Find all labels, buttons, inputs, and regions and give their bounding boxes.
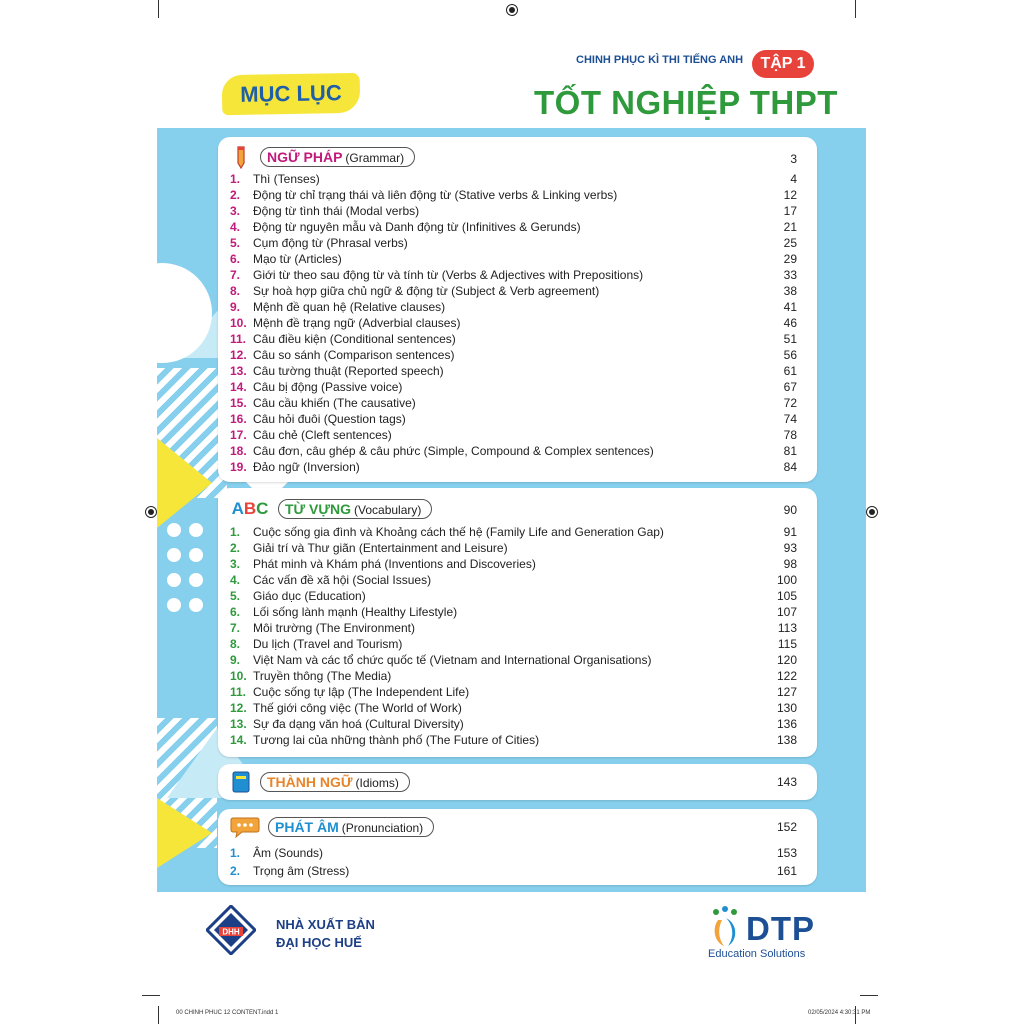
section-page-number: 143 <box>776 775 797 789</box>
entry-number: 5. <box>230 236 241 250</box>
section-header[interactable] <box>230 770 410 794</box>
section-title-pill <box>260 147 415 167</box>
pronunciation-section-card <box>218 809 817 885</box>
entry-title: Mệnh đề trạng ngữ (Adverbial clauses) <box>253 316 461 330</box>
print-slug-file: 00 CHINH PHUC 12 CONTENT.indd 1 <box>176 1010 279 1016</box>
section-header[interactable] <box>230 815 434 839</box>
entry-number: 7. <box>230 621 241 635</box>
entry-title: Lối sống lành mạnh (Healthy Lifestyle) <box>253 605 458 619</box>
entry-number: 2. <box>230 188 241 202</box>
toc-entry[interactable] <box>230 732 797 748</box>
entry-page-number: 122 <box>776 669 797 683</box>
dtp-logo-mark <box>708 906 744 954</box>
toc-entry[interactable] <box>230 588 797 604</box>
section-page-number: 90 <box>783 503 797 517</box>
entry-title: Giải trí và Thư giãn (Entertainment and Leisure) <box>253 541 508 555</box>
entry-title: Âm (Sounds) <box>253 846 324 860</box>
entry-page-number: 41 <box>783 300 797 314</box>
entry-number: 18. <box>230 444 247 458</box>
entry-title: Sự hoà hợp giữa chủ ngữ & động từ (Subject & Verb agreement) <box>253 284 600 298</box>
entry-page-number: 56 <box>783 348 797 362</box>
entry-number: 8. <box>230 284 241 298</box>
toc-entry[interactable] <box>230 572 797 588</box>
toc-entry[interactable] <box>230 379 797 395</box>
entry-page-number: 100 <box>776 573 797 587</box>
entry-title: Trọng âm (Stress) <box>253 864 350 878</box>
entry-page-number: 67 <box>783 380 797 394</box>
entry-page-number: 136 <box>776 717 797 731</box>
entry-page-number: 127 <box>776 685 797 699</box>
entry-page-number: 84 <box>783 460 797 474</box>
entry-title: Câu điều kiện (Conditional sentences) <box>253 332 456 346</box>
decor-dot <box>167 598 181 612</box>
entry-page-number: 72 <box>783 396 797 410</box>
entry-page-number: 115 <box>777 637 797 651</box>
entry-number: 5. <box>230 589 241 603</box>
publisher-line-2: ĐẠI HỌC HUẾ <box>276 935 362 950</box>
entry-page-number: 12 <box>783 188 797 202</box>
entry-page-number: 46 <box>783 316 797 330</box>
entry-title: Du lịch (Travel and Tourism) <box>253 637 403 651</box>
entry-number: 2. <box>230 541 241 555</box>
brand-name: DTP <box>746 910 815 947</box>
entry-number: 12. <box>230 348 247 362</box>
entry-title: Động từ tình thái (Modal verbs) <box>253 204 420 218</box>
entry-number: 11. <box>230 332 247 346</box>
section-header[interactable] <box>230 497 432 521</box>
book-icon <box>230 770 252 794</box>
registration-mark-icon <box>145 506 157 518</box>
crop-mark <box>158 1006 159 1024</box>
entry-page-number: 17 <box>783 204 797 218</box>
entry-number: 12. <box>230 701 247 715</box>
toc-entry[interactable] <box>230 443 797 459</box>
decor-triangle <box>157 438 212 528</box>
entry-title: Câu hỏi đuôi (Question tags) <box>253 412 406 426</box>
entry-page-number: 33 <box>783 268 797 282</box>
toc-entry[interactable] <box>230 540 797 556</box>
crop-mark <box>158 0 159 18</box>
crop-mark <box>142 995 160 996</box>
entry-title: Việt Nam và các tổ chức quốc tế (Vietnam and International Organisations) <box>253 653 652 667</box>
entry-number: 1. <box>230 846 241 860</box>
decor-triangle <box>157 798 212 868</box>
entry-title: Các vấn đề xã hội (Social Issues) <box>253 573 432 587</box>
toc-entry[interactable] <box>230 203 797 219</box>
toc-entry[interactable] <box>230 459 797 475</box>
pencil-icon <box>230 145 252 169</box>
entry-page-number: 138 <box>776 733 797 747</box>
entry-number: 8. <box>230 637 241 651</box>
section-title: NGỮ PHÁP <box>267 149 343 165</box>
section-title-pill <box>278 499 432 519</box>
entry-number: 2. <box>230 864 241 878</box>
entry-page-number: 78 <box>783 428 797 442</box>
entry-page-number: 161 <box>776 864 797 878</box>
toc-entry[interactable] <box>230 283 797 299</box>
entry-number: 14. <box>230 733 247 747</box>
entry-title: Cuộc sống gia đình và Khoảng cách thế hệ (Family Life and Generation Gap) <box>253 525 664 539</box>
entry-number: 13. <box>230 717 247 731</box>
entry-page-number: 91 <box>783 525 797 539</box>
toc-entry[interactable] <box>230 863 797 879</box>
entry-page-number: 105 <box>776 589 797 603</box>
entry-number: 19. <box>230 460 247 474</box>
print-slug-date: 02/05/2024 4:30:31 PM <box>808 1010 871 1016</box>
entry-title: Đảo ngữ (Inversion) <box>253 460 360 474</box>
entry-page-number: 93 <box>783 541 797 555</box>
entry-page-number: 21 <box>783 220 797 234</box>
toc-entry[interactable] <box>230 331 797 347</box>
section-title: TỪ VỰNG <box>285 501 352 517</box>
toc-entry[interactable] <box>230 845 797 861</box>
decor-dot <box>167 548 181 562</box>
registration-mark-icon <box>506 4 518 16</box>
entry-title: Câu bị động (Passive voice) <box>253 380 403 394</box>
entry-title: Sự đa dạng văn hoá (Cultural Diversity) <box>253 717 464 731</box>
entry-page-number: 38 <box>783 284 797 298</box>
entry-number: 3. <box>230 204 241 218</box>
entry-number: 7. <box>230 268 241 282</box>
decor-dot <box>189 548 203 562</box>
entry-number: 15. <box>230 396 247 410</box>
series-title: CHINH PHỤC KÌ THI TIẾNG ANH <box>576 54 744 66</box>
entry-number: 1. <box>230 525 241 539</box>
toc-entry[interactable] <box>230 411 797 427</box>
entry-title: Giáo dục (Education) <box>253 589 366 603</box>
section-page-number: 3 <box>790 152 797 166</box>
toc-entry[interactable] <box>230 171 797 187</box>
toc-entry[interactable] <box>230 363 797 379</box>
entry-title: Giới từ theo sau động từ và tính từ (Verbs & Adjectives with Prepositions) <box>253 268 644 282</box>
toc-entry[interactable] <box>230 347 797 363</box>
entry-page-number: 98 <box>783 557 797 571</box>
entry-title: Câu tường thuật (Reported speech) <box>253 364 444 378</box>
decor-dot <box>189 598 203 612</box>
toc-entry[interactable] <box>230 684 797 700</box>
toc-entry[interactable] <box>230 395 797 411</box>
entry-page-number: 107 <box>776 605 797 619</box>
entry-number: 17. <box>230 428 247 442</box>
decor-dot <box>189 573 203 587</box>
entry-number: 14. <box>230 380 247 394</box>
entry-number: 4. <box>230 220 241 234</box>
entry-number: 9. <box>230 653 241 667</box>
section-subtitle: (Vocabulary) <box>354 503 422 517</box>
toc-entry[interactable] <box>230 427 797 443</box>
registration-mark-icon <box>866 506 878 518</box>
entry-page-number: 29 <box>783 252 797 266</box>
entry-title: Mệnh đề quan hệ (Relative clauses) <box>253 300 446 314</box>
entry-title: Tương lai của những thành phố (The Future of Cities) <box>253 733 540 747</box>
entry-number: 10. <box>230 316 247 330</box>
toc-entry[interactable] <box>230 636 797 652</box>
entry-number: 13. <box>230 364 247 378</box>
brand-subtitle: Education Solutions <box>708 948 806 960</box>
toc-entry[interactable] <box>230 700 797 716</box>
entry-title: Thì (Tenses) <box>253 172 320 186</box>
entry-title: Mạo từ (Articles) <box>253 252 342 266</box>
page-title: TỐT NGHIỆP THPT <box>534 84 838 121</box>
toc-entry[interactable] <box>230 187 797 203</box>
entry-number: 9. <box>230 300 241 314</box>
entry-page-number: 4 <box>790 172 797 186</box>
section-title-pill <box>260 772 410 792</box>
crop-mark <box>855 0 856 18</box>
toc-entry[interactable] <box>230 620 797 636</box>
entry-page-number: 61 <box>783 364 797 378</box>
entry-number: 16. <box>230 412 247 426</box>
entry-number: 3. <box>230 557 241 571</box>
entry-page-number: 25 <box>783 236 797 250</box>
toc-entry[interactable] <box>230 235 797 251</box>
entry-number: 6. <box>230 252 241 266</box>
toc-entry[interactable] <box>230 668 797 684</box>
entry-page-number: 113 <box>777 621 797 635</box>
entry-title: Cụm động từ (Phrasal verbs) <box>253 236 408 250</box>
entry-title: Câu cầu khiến (The causative) <box>253 396 416 410</box>
toc-label: MỤC LỤC <box>222 73 361 115</box>
volume-badge: TẬP 1 <box>752 50 814 78</box>
toc-entry[interactable] <box>230 716 797 732</box>
publisher-logo <box>206 905 256 955</box>
section-header[interactable] <box>230 145 415 169</box>
section-subtitle: (Idioms) <box>355 776 399 790</box>
entry-title: Động từ nguyên mẫu và Danh động từ (Infinitives & Gerunds) <box>253 220 581 234</box>
entry-title: Câu chẻ (Cleft sentences) <box>253 428 392 442</box>
entry-number: 10. <box>230 669 247 683</box>
crop-mark <box>860 995 878 996</box>
entry-title: Môi trường (The Environment) <box>253 621 415 635</box>
toc-entry[interactable] <box>230 251 797 267</box>
toc-entry[interactable] <box>230 219 797 235</box>
toc-entry[interactable] <box>230 524 797 540</box>
entry-title: Thế giới công việc (The World of Work) <box>253 701 462 715</box>
toc-entry[interactable] <box>230 267 797 283</box>
publisher-logo-text: DHH <box>222 927 240 937</box>
speech-bubble-icon <box>230 815 260 839</box>
publisher-line-1: NHÀ XUẤT BẢN <box>276 917 375 932</box>
entry-title: Câu so sánh (Comparison sentences) <box>253 348 455 362</box>
entry-title: Cuộc sống tự lập (The Independent Life) <box>253 685 470 699</box>
idioms-section-card <box>218 764 817 800</box>
entry-page-number: 130 <box>776 701 797 715</box>
decor-dot <box>167 573 181 587</box>
decor-dot <box>167 523 181 537</box>
toc-entry[interactable] <box>230 315 797 331</box>
entry-title: Câu đơn, câu ghép & câu phức (Simple, Compound & Complex sentences) <box>253 444 654 458</box>
entry-page-number: 51 <box>783 332 797 346</box>
entry-number: 6. <box>230 605 241 619</box>
vocabulary-section-card <box>218 488 817 757</box>
toc-entry[interactable] <box>230 604 797 620</box>
section-subtitle: (Grammar) <box>345 151 405 165</box>
publisher-name <box>276 916 375 952</box>
entry-page-number: 74 <box>783 412 797 426</box>
entry-title: Truyền thông (The Media) <box>253 669 392 683</box>
entry-title: Phát minh và Khám phá (Inventions and Discoveries) <box>253 557 536 571</box>
entry-page-number: 81 <box>783 444 797 458</box>
entry-page-number: 120 <box>776 653 797 667</box>
decor-dot <box>189 523 203 537</box>
toc-entry[interactable] <box>230 299 797 315</box>
section-page-number: 152 <box>776 820 797 834</box>
abc-icon: A B C <box>231 499 269 518</box>
section-title: PHÁT ÂM <box>275 819 339 835</box>
section-subtitle: (Pronunciation) <box>341 821 424 835</box>
entry-title: Động từ chỉ trạng thái và liên động từ (Stative verbs & Linking verbs) <box>253 188 618 202</box>
toc-entry[interactable] <box>230 652 797 668</box>
entry-number: 4. <box>230 573 241 587</box>
toc-entry[interactable] <box>230 556 797 572</box>
entry-number: 1. <box>230 172 241 186</box>
entry-page-number: 153 <box>776 846 797 860</box>
section-title-pill <box>268 817 434 837</box>
section-title: THÀNH NGỮ <box>267 774 353 790</box>
entry-number: 11. <box>230 685 247 699</box>
grammar-section-card <box>218 137 817 482</box>
